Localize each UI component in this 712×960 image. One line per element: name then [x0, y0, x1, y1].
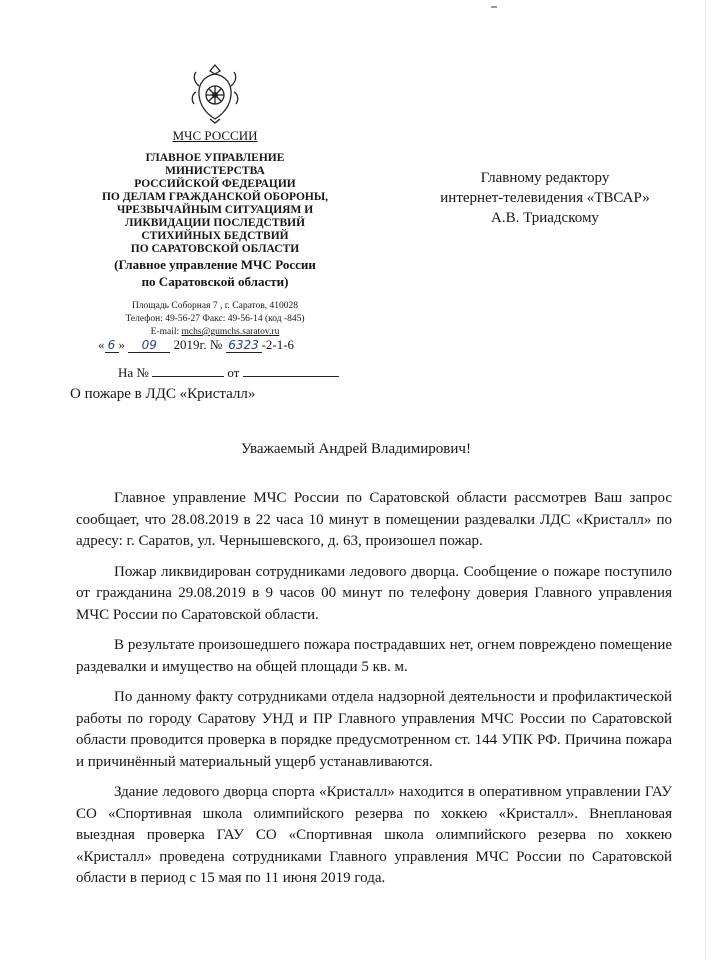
incoming-reference — [118, 364, 339, 381]
body-paragraph: Пожар ликвидирован сотрудниками ледового дворца. Сообщение о пожаре поступило от гражданина 29.08.2019 в 9 часов 00 минут по телефону доверия Главного управления МЧС России по Саратовской области. — [76, 563, 672, 623]
scan-edge — [705, 0, 706, 960]
ministry-line: СТИХИЙНЫХ БЕДСТВИЙ — [141, 230, 289, 242]
ministry-line: РОССИЙСКОЙ ФЕДЕРАЦИИ — [134, 178, 296, 190]
ref-year: 2019г. № — [173, 337, 223, 352]
salutation: Уважаемый Андрей Владимирович! — [241, 441, 471, 457]
ministry-line: ЧРЕЗВЫЧАЙНЫМ СИТУАЦИЯМ И — [116, 204, 314, 216]
ministry-line: ПО САРАТОВСКОЙ ОБЛАСТИ — [130, 243, 300, 255]
contacts-block — [60, 300, 370, 339]
body-paragraph: По данному факту сотрудниками отдела надзорной деятельности и профилактической работы по городу Саратову УНД и ПР Главного управления МЧС России по Саратовской области проводится проверка в порядке предусмотренном ст. 144 УПК РФ. Причина пожара и причинённый материальный ущерб устанавливаются. — [76, 689, 672, 770]
address: Площадь Соборная 7 , г. Саратов, 410028 — [131, 301, 299, 311]
ministry-line: МИНИСТЕРСТВА — [165, 165, 265, 177]
incoming-from-label: от — [227, 365, 240, 380]
mchs-emblem-icon — [190, 62, 240, 124]
ministry-name — [60, 152, 370, 290]
quote-close: » — [118, 337, 125, 352]
incoming-no-label: На № — [118, 365, 149, 380]
subject-line: О пожаре в ЛДС «Кристалл» — [70, 386, 256, 402]
ministry-line: ГЛАВНОЕ УПРАВЛЕНИЕ — [145, 152, 285, 164]
recipient-line: Главному редактору — [480, 170, 610, 186]
body-paragraph: Здание ледового дворца спорта «Кристалл» находится в оперативном управлении ГАУ СО «Спортивная школа олимпийского резерва по хоккею «Кристалл». Внеплановая выездная проверка ГАУ СО «Спортивная школа олимпийского резерва по хоккею «Кристалл» проведена сотрудниками Главного управления МЧС России по Саратовской области в период с 15 мая по 11 июня 2019 года. — [76, 784, 672, 886]
org-short-name: МЧС РОССИИ — [172, 128, 258, 143]
phones: Телефон: 49-56-27 Факс: 49-56-14 (код -845) — [125, 314, 305, 324]
incoming-no-field — [152, 364, 224, 377]
letter-body — [76, 488, 672, 899]
ministry-line: ЛИКВИДАЦИИ ПОСЛЕДСТВИЙ — [124, 217, 306, 229]
recipient-line: А.В. Триадскому — [491, 210, 599, 226]
body-paragraph: Главное управление МЧС России по Саратовской области рассмотрев Ваш запрос сообщает, что 28.08.2019 в 22 часа 10 минут в помещении раздевалки ЛДС «Кристалл» по адресу: г. Саратов, ул. Чернышевского, д. 63, произошел пожар. — [76, 490, 672, 549]
recipient-line: интернет-телевидения «ТВСАР» — [440, 190, 650, 206]
ref-number-suffix: -2-1-6 — [261, 337, 295, 352]
ref-month: 09 — [128, 338, 170, 353]
incoming-from-field — [243, 364, 339, 377]
ministry-line: ПО ДЕЛАМ ГРАЖДАНСКОЙ ОБОРОНЫ, — [101, 191, 329, 203]
ministry-short-line: по Саратовской области) — [141, 274, 289, 289]
email-link[interactable]: mchs@gumchs.saratov.ru — [181, 327, 280, 337]
ministry-short-line: (Главное управление МЧС России — [114, 257, 316, 272]
email-label: E-mail: — [150, 327, 182, 337]
ref-day: 6 — [105, 338, 119, 353]
ref-number: 6323 — [226, 338, 262, 353]
recipient-block — [420, 168, 670, 228]
outgoing-reference — [98, 337, 294, 353]
quote-open: « — [98, 337, 105, 352]
scan-mark — [491, 6, 497, 8]
body-paragraph: В результате произошедшего пожара пострадавших нет, огнем повреждено помещение раздевалки и имущество на общей площади 5 кв. м. — [76, 637, 672, 675]
